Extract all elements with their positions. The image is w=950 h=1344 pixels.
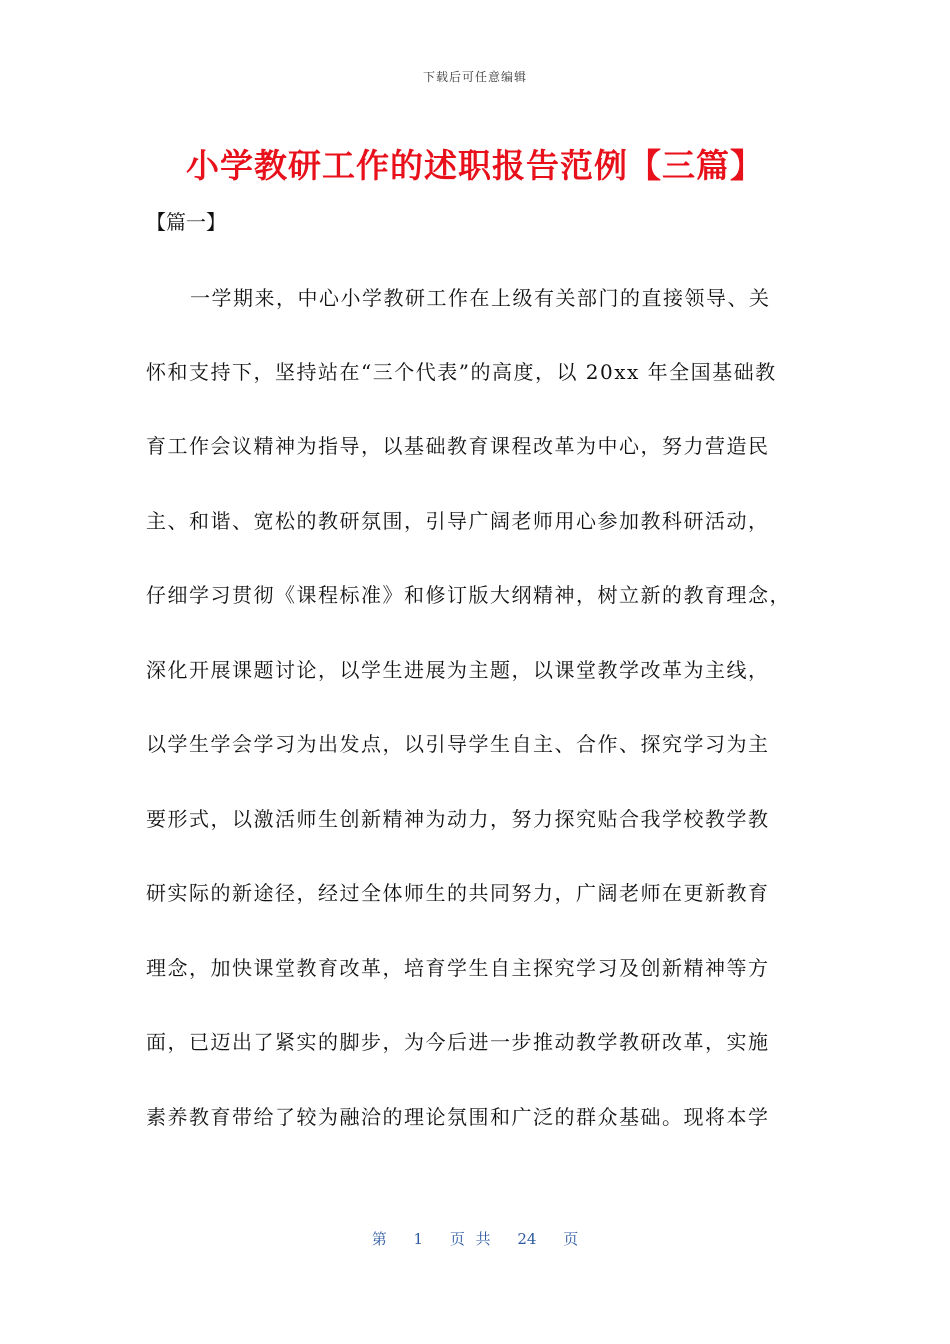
header-note: 下载后可任意编辑 <box>422 70 527 84</box>
paragraph-line: 主、和谐、宽松的教研氛围，引导广阔老师用心参加教科研活动， <box>146 509 770 533</box>
paragraph-line: 素养教育带给了较为融洽的理论氛围和广泛的群众基础。现将本学 <box>146 1105 770 1129</box>
footer-page-number: 1 <box>413 1230 424 1248</box>
footer-total-pages: 24 <box>517 1230 537 1248</box>
paragraph-line: 怀和支持下，坚持站在“三个代表”的高度，以 20xx 年全国基础教 <box>146 360 777 384</box>
paragraph-line: 仔细学习贯彻《课程标准》和修订版大纲精神，树立新的教育理念， <box>146 583 791 607</box>
section-label: 【篇一】 <box>146 210 226 234</box>
footer-prefix: 第 <box>371 1230 387 1248</box>
paragraph-line: 深化开展课题讨论，以学生进展为主题，以课堂教学改革为主线， <box>146 658 770 682</box>
paragraph-line: 研实际的新途径，经过全体师生的共同努力，广阔老师在更新教育 <box>146 881 770 905</box>
page-footer <box>0 1228 950 1249</box>
paragraph-line: 以学生学会学习为出发点，以引导学生自主、合作、探究学习为主 <box>146 732 770 756</box>
footer-suffix: 页 <box>563 1230 579 1248</box>
paragraph-line: 育工作会议精神为指导，以基础教育课程改革为中心，努力营造民 <box>146 434 770 458</box>
paragraph-line: 一学期来，中心小学教研工作在上级有关部门的直接领导、关 <box>190 286 771 310</box>
paragraph-line: 要形式，以激活师生创新精神为动力，努力探究贴合我学校教学教 <box>146 807 770 831</box>
document-title: 小学教研工作的述职报告范例【三篇】 <box>186 146 764 185</box>
footer-middle: 页 共 <box>449 1230 491 1248</box>
paragraph-line: 理念，加快课堂教育改革，培育学生自主探究学习及创新精神等方 <box>146 956 770 980</box>
paragraph-line: 面，已迈出了紧实的脚步，为今后进一步推动教学教研改革，实施 <box>146 1030 770 1054</box>
